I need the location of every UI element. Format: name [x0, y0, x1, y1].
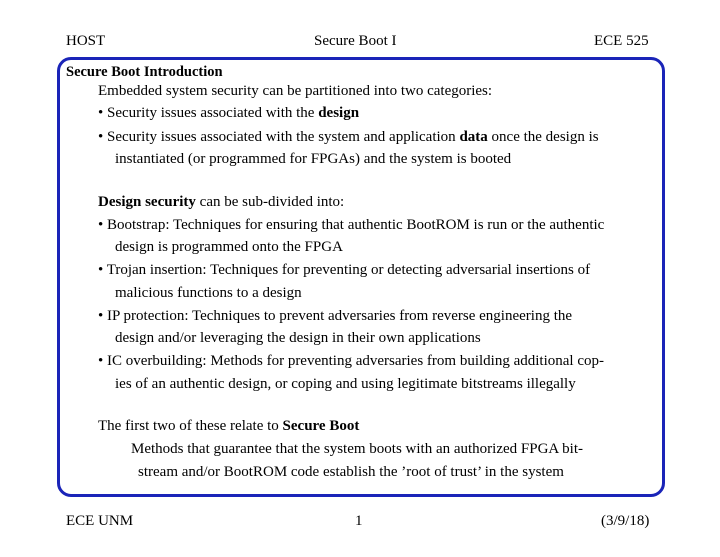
category-2-bold: data	[459, 129, 488, 145]
bullet-overbuilding-cont: ies of an authentic design, or coping and using legitimate bitstreams illegally	[115, 376, 576, 392]
footer-date: (3/9/18)	[601, 513, 650, 529]
secure-boot-bold: Secure Boot	[282, 418, 360, 434]
category-2-post: once the design is	[487, 129, 599, 145]
header-title: Secure Boot I	[314, 33, 397, 49]
design-security-line	[98, 193, 344, 211]
bullet-trojan: • Trojan insertion: Techniques for preventing or detecting adversarial insertions of	[98, 262, 591, 278]
category-2-cont: instantiated (or programmed for FPGAs) and the system is booted	[115, 151, 512, 167]
bullet-trojan-cont: malicious functions to a design	[115, 285, 302, 301]
category-1-bold: design	[318, 105, 360, 121]
bullet-overbuilding: • IC overbuilding: Methods for preventing adversaries from building additional cop-	[98, 353, 604, 369]
method-line-2: stream and/or BootROM code establish the ’root of trust’ in the system	[138, 464, 564, 480]
footer-left: ECE UNM	[66, 513, 134, 529]
category-1-text: • Security issues associated with the	[98, 105, 319, 121]
secure-boot-text: The first two of these relate to	[98, 418, 283, 434]
header-right: ECE 525	[594, 33, 649, 49]
method-line-1: Methods that guarantee that the system boots with an authorized FPGA bit-	[131, 441, 584, 457]
design-security-text: can be sub-divided into:	[195, 194, 345, 210]
bullet-bootstrap: • Bootstrap: Techniques for ensuring that authentic BootROM is run or the authentic	[98, 217, 605, 233]
bullet-ip: • IP protection: Techniques to prevent adversaries from reverse engineering the	[98, 308, 573, 324]
design-security-bold: Design security	[98, 194, 196, 210]
secure-boot-line	[98, 417, 359, 435]
bullet-bootstrap-cont: design is programmed onto the FPGA	[115, 239, 343, 255]
slide-title: Secure Boot Introduction	[66, 64, 223, 80]
header-left: HOST	[66, 33, 106, 49]
page-number: 1	[355, 513, 363, 529]
intro-text: Embedded system security can be partitioned into two categories:	[98, 83, 493, 99]
category-2	[98, 128, 599, 146]
category-1	[98, 104, 359, 122]
bullet-ip-cont: design and/or leveraging the design in their own applications	[115, 330, 481, 346]
category-2-text: • Security issues associated with the system and application	[98, 129, 460, 145]
